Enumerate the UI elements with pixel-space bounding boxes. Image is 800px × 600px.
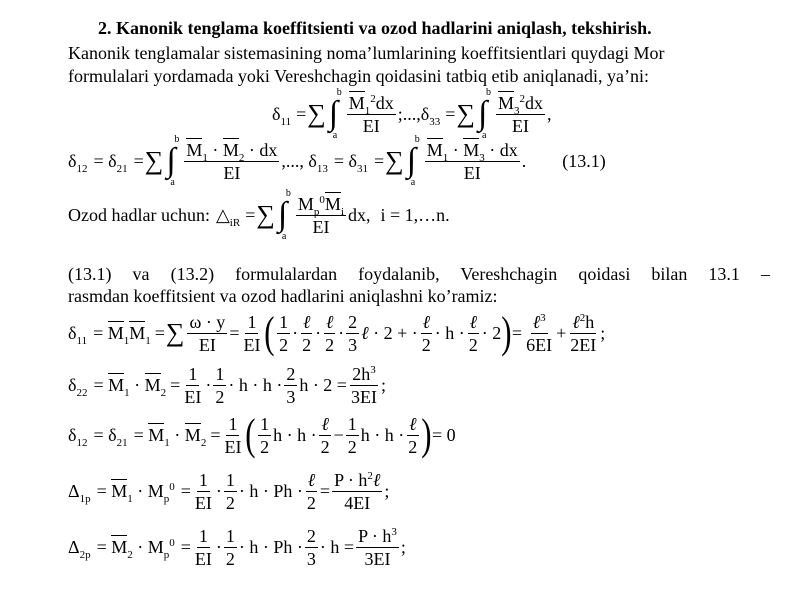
section-heading: 2. Kanonik tenglama koeffitsienti va ozod hadlarini aniqlash, tekshirish. (98, 18, 652, 38)
intro-line-1: Kanonik tenglamalar sistemasining noma’lumlarining koeffitsientlari quydagi Mor (68, 43, 665, 63)
formula-free-terms: Ozod hadlar uchun: $\triangle_{iR}$ = ∑ b ∫ a $\frac{M_p^0M_i}{EI}$ dx, i = 1,…n. (68, 188, 450, 242)
intro-line-2: formulalari yordamada yoki Vereshchagin qoidasini tatbiq etib aniqlanadi, ya’ni: (68, 66, 650, 86)
formula-delta1p-calc: $\Delta_{1p}$ = $M_1 \cdot M_p^0$ = $\frac{1}{EI}$ · $\frac{1}{2}$ · h · Ph · $\frac{\text{ℓ}}{2}$ = $\frac{P \cdot h^2\ell}{4EI}$ ; (68, 469, 390, 513)
paragraph-line-2: rasmdan koeffitsient va ozod hadlarini aniqlashni ko’ramiz: (68, 286, 498, 306)
formula-delta11-delta33: $\delta_{11}$ = ∑ b ∫ a $\frac{M_1^2dx}{EI}$ $;...,\delta_{33}$ = ∑ b ∫ a $\frac{M_3^2dx}{EI}$ , (272, 87, 552, 141)
formula-delta12-delta31: $\delta_{12}$ = $\delta_{21}$ = ∑ b ∫ a $\frac{M_1 \cdot M_2 \cdot dx}{EI}$ ,..., $\delta_{13}$ = $\delta_{31}$ = ∑ b ∫ a $\frac{M_1 \cdot M_3 \cdot dx}{EI}$ . (13.1) (68, 134, 606, 188)
equation-number: (13.1) (562, 150, 606, 171)
paragraph-line-1: (13.1) va (13.2) formulalardan foydalanib, Vereshchagin qoidasi bilan 13.1 – (68, 264, 770, 284)
formula-delta22-calc: $\delta_{22}$ = $M_1 \cdot M_2$ = $\frac{1}{EI}$ · $\frac{1}{2}$ · h · h · $\frac{2}{3}$ h · 2 = $\frac{2h^3}{3EI}$ ; (68, 363, 386, 407)
free-terms-label: Ozod hadlar uchun: (68, 204, 210, 225)
formula-delta12-calc: $\delta_{12}$ = $\delta_{21}$ = $M_1 \cdot M_2$ = $\frac{1}{EI}$ ( $\frac{1}{2}$ h · h · $\frac{\text{ℓ}}{2}$ − $\frac{1}{2}$ h · h · $\frac{\text{ℓ}}{2}$ ) = 0 (68, 410, 456, 459)
formula-delta11-calc: $\delta_{11}$ = $M_1M_1$ = ∑ $\frac{\omega \cdot y}{EI}$ = $\frac{1}{EI}$ ( $\frac{1}{2}$ · $\frac{\text{ℓ}}{2}$ · $\frac{\text{ℓ}}{2}$ · $\frac{2}{3}$ ℓ · 2 + · $\frac{\text{ℓ}}{2}$ · h · $\frac{\text{ℓ}}{2}$ · 2 ) = $\frac{\ell^3}{6EI}$ + $\frac{\ell^2h}{2EI}$ ; (68, 308, 606, 357)
index-range: i = 1,…n. (380, 204, 450, 225)
formula-delta2p-calc: $\Delta_{2p}$ = $M_2 \cdot M_p^0$ = $\frac{1}{EI}$ · $\frac{1}{2}$ · h · Ph · $\frac{2}{3}$ · h = $\frac{P \cdot h^3}{3EI}$ ; (68, 525, 406, 569)
